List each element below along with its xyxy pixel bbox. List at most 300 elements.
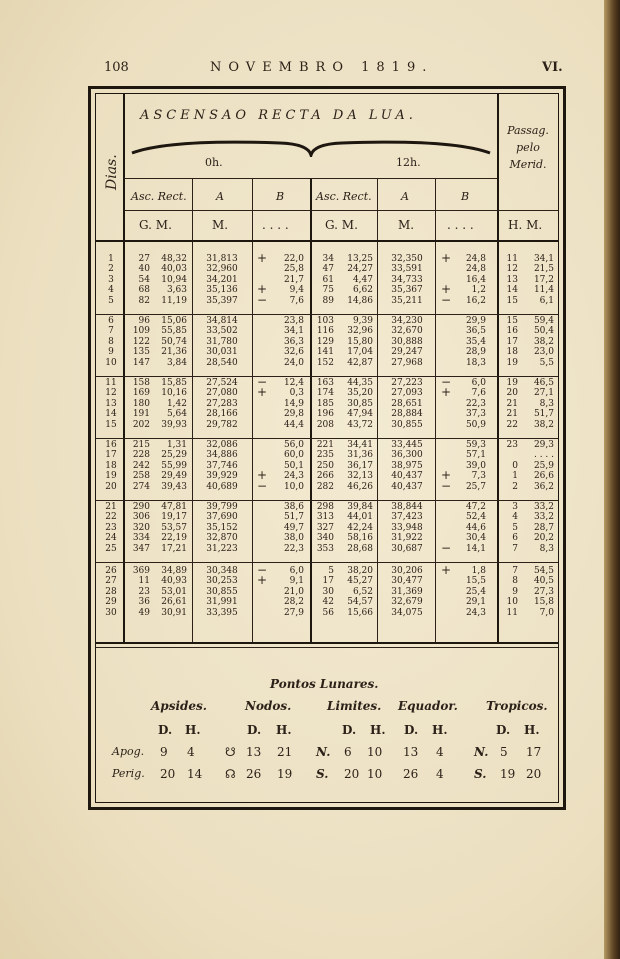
asc-rect-degrees-12h: 313 [316, 512, 334, 523]
a-value-12h: 28,884 [391, 409, 423, 420]
tropicos-symbol: N. [474, 745, 489, 759]
a-value-12h: 31,369 [391, 586, 423, 597]
asc-rect-degrees-0h: 40 [138, 264, 150, 275]
dh-h: H. [370, 723, 386, 737]
asc-rect-degrees-0h: 334 [132, 533, 150, 544]
asc-rect-degrees-0h-column [128, 378, 150, 430]
a-value-12h: 32,679 [391, 597, 423, 608]
dh-h: H. [185, 723, 201, 737]
day-number-column [100, 502, 122, 554]
passage-hours: 21 [506, 398, 518, 409]
passage-minutes: 6,1 [539, 295, 554, 306]
passage-minutes-column [522, 254, 554, 306]
asc-rect-minutes-12h: 13,25 [347, 254, 373, 264]
passage-hours: 19 [506, 357, 518, 368]
asc-rect-degrees-0h: 82 [138, 295, 150, 306]
day-number: 8 [108, 336, 114, 347]
a-value-12h: 27,968 [391, 357, 423, 368]
col-asc-rect-0: Asc. Rect. [131, 190, 187, 203]
b-value-0h: 51,7 [283, 512, 304, 523]
asc-rect-minutes-0h: 17,21 [161, 543, 187, 554]
asc-rect-degrees-12h: 152 [316, 357, 334, 368]
b-value-0h: 10,0 [283, 481, 304, 492]
asc-rect-degrees-0h-column [128, 440, 150, 492]
pontos-title: Pontos Lunares. [270, 677, 379, 691]
a-value-0h: 32,086 [206, 440, 238, 450]
asc-rect-minutes-0h: 15,06 [161, 316, 187, 326]
asc-rect-degrees-12h: 30 [322, 586, 334, 597]
b-value-0h: 56,0 [283, 440, 304, 450]
row-label: Perig. [112, 767, 145, 780]
asc-rect-minutes-0h-column [153, 566, 187, 618]
nodos-hours: 19 [277, 767, 293, 781]
asc-rect-minutes-0h: 30,91 [161, 607, 187, 618]
b-value-0h: 6,0 [289, 566, 304, 576]
asc-rect-degrees-12h: 75 [322, 285, 334, 296]
sign-marker: + [441, 468, 452, 483]
asc-rect-minutes-12h: 43,72 [347, 419, 373, 430]
passage-hours: 10 [506, 597, 518, 608]
passage-minutes: 29,3 [533, 440, 554, 450]
table-title: ASCENSAO RECTA DA LUA. [140, 108, 417, 123]
day-number: 22 [105, 512, 117, 523]
asc-rect-degrees-12h: 340 [316, 533, 334, 544]
day-number: 30 [105, 607, 117, 618]
a-value-0h: 39,929 [206, 471, 238, 482]
a-value-12h-column [381, 440, 433, 492]
passage-hours: 21 [506, 409, 518, 420]
sign-marker: − [441, 375, 452, 389]
asc-rect-minutes-12h-column [337, 316, 373, 368]
a-value-12h-column [381, 502, 433, 554]
asc-rect-degrees-12h-column [314, 502, 334, 554]
day-number: 24 [105, 533, 117, 544]
a-value-12h: 34,075 [391, 607, 423, 618]
asc-rect-degrees-0h-column [128, 316, 150, 368]
asc-rect-minutes-12h: 36,17 [347, 460, 373, 471]
asc-rect-degrees-0h: 49 [138, 607, 150, 618]
a-value-12h: 30,888 [391, 336, 423, 347]
asc-rect-minutes-0h: 55,85 [161, 326, 187, 337]
day-number: 2 [108, 264, 114, 275]
asc-rect-minutes-12h: 32,96 [347, 326, 373, 337]
a-value-0h: 35,136 [206, 285, 238, 296]
asc-rect-minutes-12h: 47,94 [347, 409, 373, 420]
asc-rect-minutes-12h: 30,85 [347, 398, 373, 409]
asc-rect-minutes-12h: 28,68 [347, 543, 373, 554]
passage-minutes: . . . . [533, 450, 554, 461]
divider [96, 642, 558, 644]
asc-rect-minutes-0h: 21,36 [161, 347, 187, 358]
b-value-12h: 28,9 [465, 347, 486, 358]
a-value-0h: 40,689 [206, 481, 238, 492]
book-edge [604, 0, 620, 959]
sign-marker: + [441, 385, 452, 400]
passage-hours: 18 [506, 347, 518, 358]
heading-equador: Equador. [398, 699, 458, 713]
asc-rect-minutes-0h: 11,19 [161, 295, 187, 306]
asc-rect-minutes-12h: 4,47 [352, 274, 373, 285]
b-value-0h: 50,1 [283, 460, 304, 471]
passage-minutes: 27,1 [533, 388, 554, 399]
asc-rect-minutes-12h-column [337, 440, 373, 492]
divider [124, 178, 497, 179]
b-value-0h: 22,3 [283, 543, 304, 554]
a-value-0h: 33,502 [206, 326, 238, 337]
b-value-12h: 18,3 [465, 357, 486, 368]
b-value-12h: 7,3 [471, 471, 486, 482]
asc-rect-degrees-12h-column [314, 316, 334, 368]
asc-rect-minutes-0h: 3,63 [166, 285, 187, 296]
day-number: 6 [108, 316, 114, 326]
divider [96, 500, 558, 501]
a-value-12h: 33,948 [391, 522, 423, 533]
asc-rect-degrees-0h: 135 [132, 347, 150, 358]
asc-rect-degrees-12h: 129 [316, 336, 334, 347]
a-value-0h: 34,814 [206, 316, 238, 326]
page-number: 108 [104, 60, 129, 75]
asc-rect-minutes-12h: 17,04 [347, 347, 373, 358]
passage-minutes: 5,5 [539, 357, 554, 368]
b-value-0h: 7,6 [289, 295, 304, 306]
a-value-0h: 28,166 [206, 409, 238, 420]
passage-minutes: 8,3 [539, 398, 554, 409]
b-value-12h: 44,6 [465, 522, 486, 533]
a-value-12h-column [381, 254, 433, 306]
asc-rect-degrees-0h: 96 [138, 316, 150, 326]
a-value-0h: 30,855 [206, 586, 238, 597]
brace [130, 135, 492, 157]
dh-d: D. [158, 723, 173, 737]
a-value-12h: 29,247 [391, 347, 423, 358]
b-value-12h: 29,9 [465, 316, 486, 326]
b-value-0h-column [268, 566, 304, 618]
sign-marker: + [257, 385, 268, 400]
asc-rect-minutes-12h: 32,13 [347, 471, 373, 482]
passag-label: Passag. pelo Merid. [507, 124, 549, 171]
passage-minutes: 23,0 [533, 347, 554, 358]
b-value-12h-column [450, 502, 486, 554]
heading-nodos: Nodos. [245, 699, 292, 713]
b-value-0h: 38,6 [283, 502, 304, 512]
col-b-12: B [461, 190, 470, 203]
b-value-12h: 25,7 [465, 481, 486, 492]
asc-rect-degrees-12h: 298 [316, 502, 334, 512]
a-value-0h: 30,031 [206, 347, 238, 358]
a-value-12h: 30,855 [391, 419, 423, 430]
asc-rect-degrees-0h: 258 [132, 471, 150, 482]
passage-minutes-column [522, 378, 554, 430]
asc-rect-degrees-12h-column [314, 566, 334, 618]
passage-hours: 6 [512, 533, 518, 544]
divider [310, 178, 312, 642]
b-value-12h: 29,1 [465, 597, 486, 608]
col-a-0: A [216, 190, 224, 203]
b-value-0h: 60,0 [283, 450, 304, 461]
b-value-12h: 36,5 [465, 326, 486, 337]
asc-rect-degrees-0h: 122 [132, 336, 150, 347]
asc-rect-degrees-0h: 68 [138, 285, 150, 296]
sign-marker: − [257, 375, 268, 389]
equador-days: 26 [403, 767, 419, 781]
passage-minutes: 11,4 [533, 285, 554, 296]
b-value-12h: 57,1 [465, 450, 486, 461]
asc-rect-minutes-0h: 40,93 [161, 576, 187, 587]
day-number: 14 [105, 409, 117, 420]
asc-rect-degrees-0h: 180 [132, 398, 150, 409]
day-number: 27 [105, 576, 117, 587]
asc-rect-degrees-0h: 202 [132, 419, 150, 430]
heading-tropicos: Tropicos. [486, 699, 548, 713]
a-value-12h-column [381, 566, 433, 618]
units-m-0: M. [212, 218, 229, 232]
nodos-hours: 21 [277, 745, 293, 759]
b-value-12h-column [450, 316, 486, 368]
a-value-0h: 29,782 [206, 419, 238, 430]
day-number: 9 [108, 347, 114, 358]
asc-rect-minutes-0h: 26,61 [161, 597, 187, 608]
passage-minutes: 54,5 [533, 566, 554, 576]
dias-label: Dias. [104, 154, 120, 190]
b-value-0h: 9,4 [289, 285, 304, 296]
asc-rect-degrees-0h: 306 [132, 512, 150, 523]
passage-minutes: 33,2 [533, 502, 554, 512]
tropicos-days: 19 [500, 767, 516, 781]
a-value-0h: 37,746 [206, 460, 238, 471]
asc-rect-degrees-0h: 109 [132, 326, 150, 337]
b-value-0h: 24,0 [283, 357, 304, 368]
b-value-12h: 25,4 [465, 586, 486, 597]
units-gm-12: G. M. [325, 218, 358, 232]
asc-rect-degrees-12h-column [314, 254, 334, 306]
asc-rect-degrees-12h: 327 [316, 522, 334, 533]
a-value-12h: 30,206 [391, 566, 423, 576]
units-dots-12: . . . . [447, 218, 474, 232]
a-value-0h-column [196, 254, 248, 306]
sign-marker: + [441, 251, 452, 265]
b-value-12h: 15,5 [465, 576, 486, 587]
passage-minutes: 46,5 [533, 378, 554, 388]
limites-days: 20 [344, 767, 360, 781]
passage-hours: 2 [512, 481, 518, 492]
a-value-0h-column [196, 566, 248, 618]
asc-rect-minutes-0h-column [153, 316, 187, 368]
b-value-12h: 1,2 [471, 285, 486, 296]
sign-marker: + [257, 282, 268, 297]
day-number: 5 [108, 295, 114, 306]
asc-rect-minutes-0h: 40,03 [161, 264, 187, 275]
b-value-12h: 52,4 [465, 512, 486, 523]
asc-rect-degrees-0h: 320 [132, 522, 150, 533]
b-value-0h-column [268, 316, 304, 368]
a-value-0h: 32,870 [206, 533, 238, 544]
b-value-12h-column [450, 566, 486, 618]
passage-hours-column [500, 316, 518, 368]
apsides-hours: 4 [187, 745, 195, 759]
sign-marker: − [441, 292, 452, 307]
divider [96, 562, 558, 563]
b-value-0h: 25,8 [283, 264, 304, 275]
b-value-12h: 7,6 [471, 388, 486, 399]
day-number: 29 [105, 597, 117, 608]
passage-minutes: 27,3 [533, 586, 554, 597]
b-value-12h: 59,3 [465, 440, 486, 450]
divider [192, 178, 193, 642]
passage-hours: 1 [512, 471, 518, 482]
asc-rect-degrees-12h: 47 [322, 264, 334, 275]
nodos-days: 26 [246, 767, 262, 781]
day-number: 13 [105, 398, 117, 409]
asc-rect-degrees-12h: 116 [316, 326, 334, 337]
asc-rect-degrees-12h: 56 [322, 607, 334, 618]
dh-d: D. [404, 723, 419, 737]
a-value-0h: 34,201 [206, 274, 238, 285]
divider [252, 178, 253, 642]
equador-days: 13 [403, 745, 419, 759]
passage-hours: 20 [506, 388, 518, 399]
a-value-0h: 33,395 [206, 607, 238, 618]
a-value-12h: 31,922 [391, 533, 423, 544]
passage-hours-column [500, 566, 518, 618]
asc-rect-minutes-12h: 44,01 [347, 512, 373, 523]
asc-rect-degrees-12h: 34 [322, 254, 334, 264]
limites-symbol: N. [316, 745, 331, 759]
b-value-12h: 24,8 [465, 254, 486, 264]
passage-minutes: 25,9 [533, 460, 554, 471]
asc-rect-minutes-12h: 38,20 [347, 566, 373, 576]
day-number: 25 [105, 543, 117, 554]
passage-hours-column [500, 502, 518, 554]
passage-hours: 11 [506, 254, 518, 264]
b-value-0h: 0,3 [289, 388, 304, 399]
day-number: 17 [105, 450, 117, 461]
b-value-0h: 24,3 [283, 471, 304, 482]
day-number: 20 [105, 481, 117, 492]
day-number: 3 [108, 274, 114, 285]
passage-hours: 15 [506, 295, 518, 306]
asc-rect-minutes-0h: 15,85 [161, 378, 187, 388]
apsides-hours: 14 [187, 767, 203, 781]
asc-rect-degrees-0h: 27 [138, 254, 150, 264]
units-hm: H. M. [508, 218, 543, 232]
a-value-12h: 35,367 [391, 285, 423, 296]
asc-rect-minutes-0h: 50,74 [161, 336, 187, 347]
b-value-12h-column [450, 254, 486, 306]
apsides-days: 20 [160, 767, 176, 781]
asc-rect-minutes-0h: 10,94 [161, 274, 187, 285]
limites-days: 6 [344, 745, 352, 759]
a-value-0h: 35,152 [206, 522, 238, 533]
b-value-12h: 30,4 [465, 533, 486, 544]
b-value-0h: 9,1 [289, 576, 304, 587]
a-value-12h: 27,093 [391, 388, 423, 399]
a-value-12h: 34,733 [391, 274, 423, 285]
divider [123, 94, 125, 642]
day-number-column [100, 254, 122, 306]
b-value-12h: 47,2 [465, 502, 486, 512]
asc-rect-minutes-0h: 1,42 [166, 398, 187, 409]
a-value-12h: 33,445 [391, 440, 423, 450]
sign-marker: + [257, 251, 268, 265]
sign-marker: − [257, 563, 268, 577]
asc-rect-degrees-0h: 274 [132, 481, 150, 492]
asc-rect-minutes-12h-column [337, 254, 373, 306]
asc-rect-minutes-12h-column [337, 378, 373, 430]
b-value-12h: 24,8 [465, 264, 486, 275]
time-0h: 0h. [205, 156, 223, 169]
dh-h: H. [276, 723, 292, 737]
asc-rect-minutes-0h: 3,84 [166, 357, 187, 368]
passage-minutes-column [522, 316, 554, 368]
day-number: 21 [105, 502, 117, 512]
a-value-0h: 37,690 [206, 512, 238, 523]
day-number: 16 [105, 440, 117, 450]
asc-rect-minutes-12h: 54,57 [347, 597, 373, 608]
dh-h: H. [432, 723, 448, 737]
a-value-12h: 33,591 [391, 264, 423, 275]
asc-rect-minutes-12h: 31,36 [347, 450, 373, 461]
sign-marker: + [441, 563, 452, 577]
asc-rect-minutes-12h: 46,26 [347, 481, 373, 492]
passage-minutes: 8,3 [539, 543, 554, 554]
passage-minutes-column [522, 440, 554, 492]
b-value-0h: 32,6 [283, 347, 304, 358]
passage-minutes: 50,4 [533, 326, 554, 337]
passage-minutes: 40,5 [533, 576, 554, 587]
asc-rect-degrees-12h: 235 [316, 450, 334, 461]
asc-rect-degrees-0h: 158 [132, 378, 150, 388]
passage-hours: 0 [512, 460, 518, 471]
asc-rect-degrees-12h: 42 [322, 597, 334, 608]
limites-symbol: S. [316, 767, 329, 781]
asc-rect-degrees-12h: 185 [316, 398, 334, 409]
a-value-0h: 27,524 [206, 378, 238, 388]
b-value-12h-column [450, 378, 486, 430]
passage-minutes: 21,5 [533, 264, 554, 275]
b-value-12h: 50,9 [465, 419, 486, 430]
asc-rect-degrees-12h: 89 [322, 295, 334, 306]
asc-rect-minutes-0h: 55,99 [161, 460, 187, 471]
asc-rect-minutes-0h: 29,49 [161, 471, 187, 482]
passage-hours: 12 [506, 264, 518, 275]
passage-minutes: 28,7 [533, 522, 554, 533]
asc-rect-minutes-12h: 35,20 [347, 388, 373, 399]
asc-rect-minutes-12h: 42,24 [347, 522, 373, 533]
dh-h: H. [524, 723, 540, 737]
sign-marker: + [257, 468, 268, 483]
col-b-0: B [276, 190, 285, 203]
asc-rect-minutes-0h-column [153, 254, 187, 306]
day-number: 15 [105, 419, 117, 430]
divider [377, 178, 378, 642]
a-value-12h: 40,437 [391, 471, 423, 482]
asc-rect-degrees-12h: 141 [316, 347, 334, 358]
passage-minutes: 7,0 [539, 607, 554, 618]
asc-rect-minutes-0h: 53,57 [161, 522, 187, 533]
heading-apsides: Apsides. [151, 699, 207, 713]
b-value-12h: 14,1 [465, 543, 486, 554]
passage-minutes: 51,7 [533, 409, 554, 420]
b-value-0h: 49,7 [283, 522, 304, 533]
asc-rect-degrees-12h: 61 [322, 274, 334, 285]
asc-rect-degrees-0h: 290 [132, 502, 150, 512]
divider [96, 240, 558, 242]
a-value-0h: 31,780 [206, 336, 238, 347]
passage-hours-column [500, 254, 518, 306]
asc-rect-minutes-0h: 39,43 [161, 481, 187, 492]
asc-rect-minutes-0h: 19,17 [161, 512, 187, 523]
a-value-0h: 34,886 [206, 450, 238, 461]
